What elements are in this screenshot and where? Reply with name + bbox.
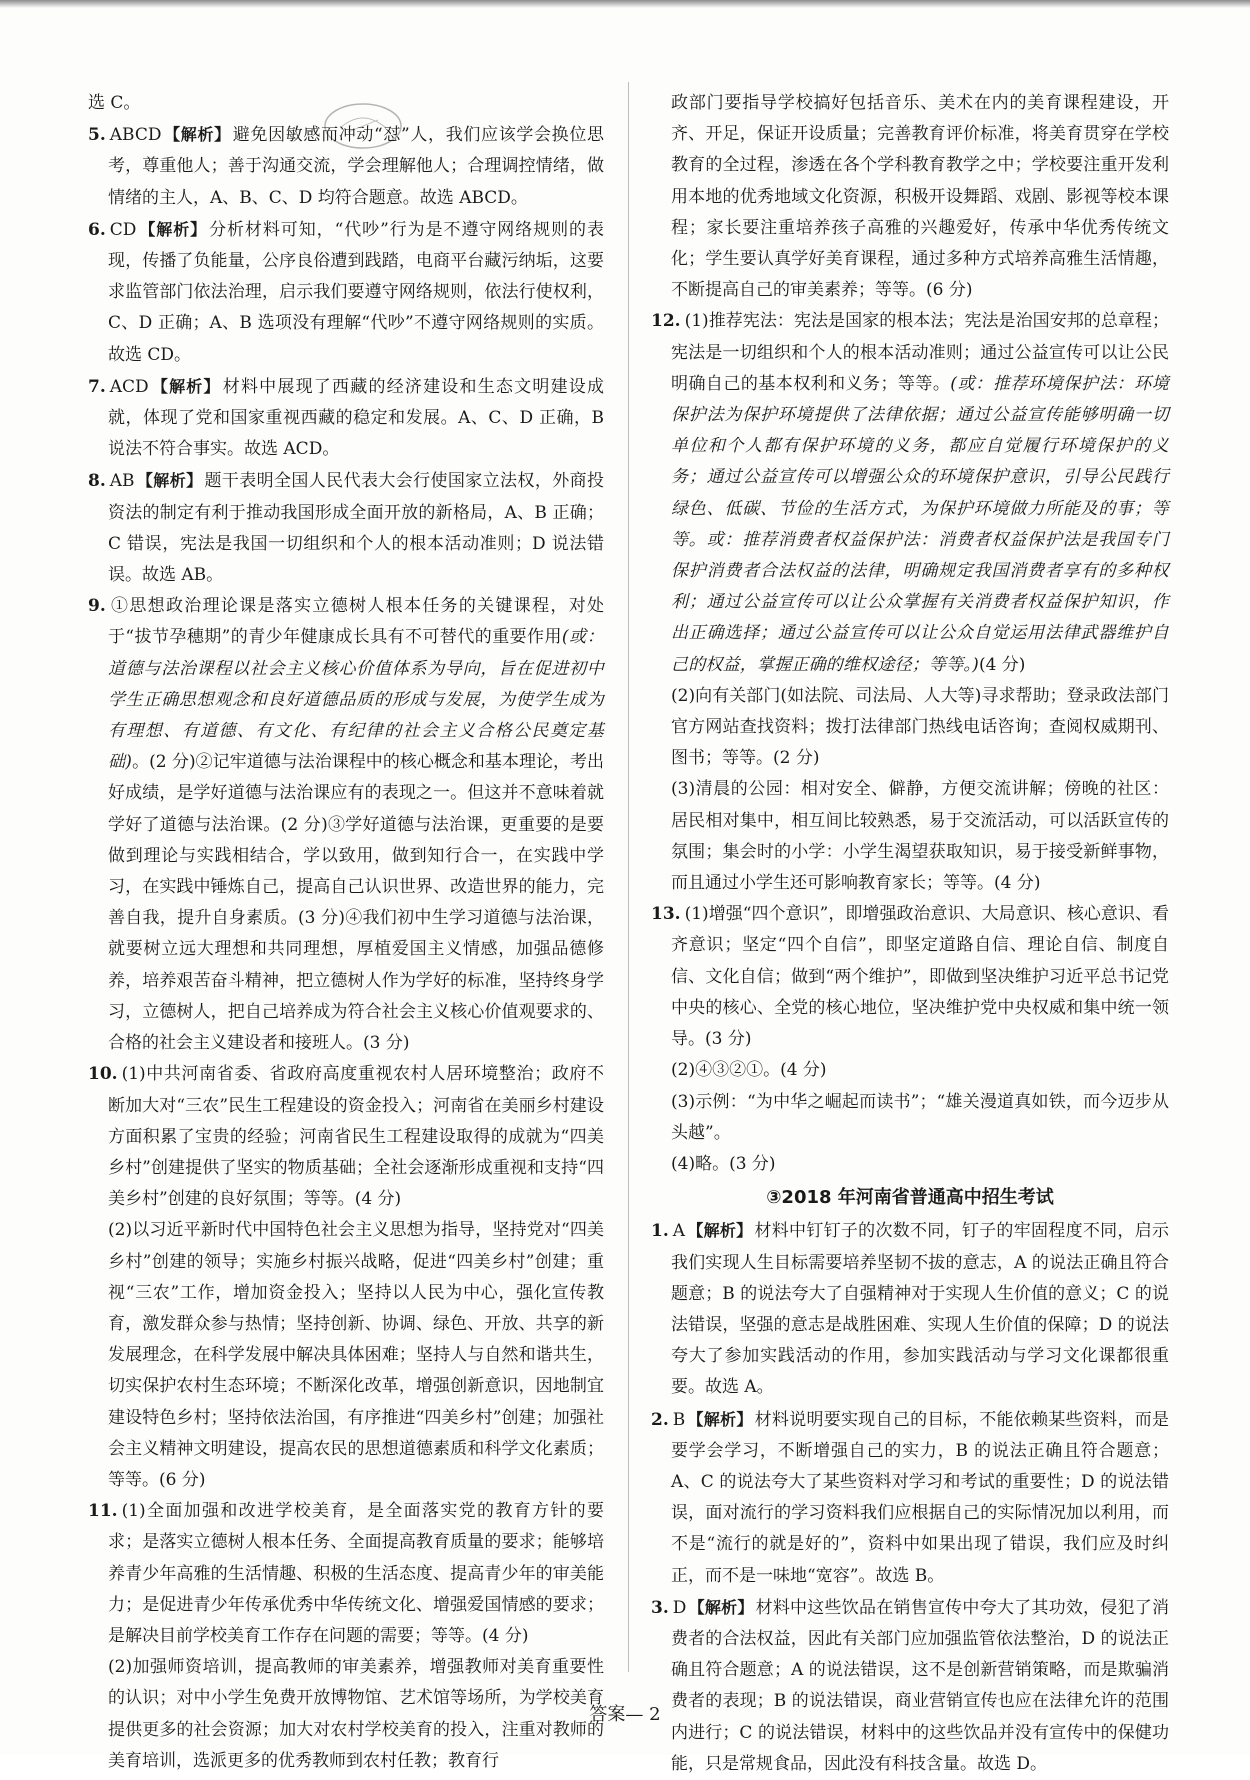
q8-tag: 【解析】	[136, 471, 203, 491]
q6-tag: 【解析】	[138, 219, 208, 239]
q9-point-4: ④我们初中生学习道德与法治课，就要树立远大理想和共同理想，厚植爱国主义情感，加强品德修养，培养艰苦奋斗精神，把立德树人作为学好的标准，坚持终身学习，立德树人，把自己培养成为符合社会主义核心价值观要求的、合格的社会主义建设者和接班人。(3 分)	[108, 908, 605, 1054]
q10-part-1: (1)中共河南省委、省政府高度重视农村人居环境整治；政府不断加大对“三农”民生工程建设的资金投入；河南省在美丽乡村建设方面积累了宝贵的经验；河南省民生工程建设取得的成就为“四美乡村”创建提供了坚实的物质基础；全社会逐渐形成重视和支持“四美乡村”创建的良好氛围；等等。(4 分)	[108, 1064, 604, 1210]
q5-text: 避免因敏感而冲动“怼”人，我们应该学会换位思考，尊重他人；善于沟通交流，学会理解他人；合理调控情绪，做情绪的主人，A、B、C、D 均符合题意。故选 ABCD。	[108, 125, 604, 208]
q12-part-1-alt: (或：推荐环境保护法：环境保护法为保护环境提供了法律依据；通过公益宣传能够明确一切单位和个人都有保护环境的义务，都应自觉履行环境保护的义务；通过公益宣传可以增强公众的环境保护意识，引导公民践行绿色、低碳、节俭的生活方式，为保护环境做力所能及的事；等等。或：推荐消费者权益保护法：消费者权益保护法是我国专门保护消费者合法权益的法律，明确规定我国消费者享有的多种权利；通过公益宣传可以让公众掌握有关消费者权益保护知识，作出正确选择；通过公益宣传可以让公众自觉运用法律武器维护自己的权益，掌握正确的维权途径；等等。)	[671, 373, 1169, 675]
q13-part-2: (2)④③②①。(4 分)	[671, 1060, 827, 1081]
q7-text: 材料中展现了西藏的经济建设和生态文明建设成就，体现了党和国家重视西藏的稳定和发展。A、C、D 正确，B 说法不符合事实。故选 ACD。	[108, 376, 604, 460]
q9-point-3: ③学好道德与法治课，更重要的是要做到理论与实践相结合，学以致用，做到知行合一，在实践中学习，在实践中锤炼自己，提高自己认识世界、改造世界的能力，完善自我，提升自身素质。(3 分)	[108, 814, 605, 929]
s3-tag: 【解析】	[688, 1597, 754, 1617]
q8-number: 8.	[88, 471, 106, 492]
s3-text: 材料中这些饮品在销售宣传中夸大了其功效，侵犯了消费者的合法权益，因此有关部门应加强监管依法整治，D 的说法正确且符合题意；A 的说法错误，这不是创新营销策略，而是欺骗消费者的表现；B 的说法错误，商业营销宣传也应在法律允许的范围内进行；C 的说法错误，材料中的这些饮品并没有宣传中的保健功能，只是常规食品，因此没有科技含量。故选 D。	[671, 1597, 1169, 1774]
q11-answer-part1	[88, 1496, 604, 1652]
s2-number: 2.	[651, 1409, 669, 1430]
q7-choice: ACD	[109, 376, 149, 397]
q12-part-1-score: (4 分)	[978, 654, 1026, 675]
q13-part-1: (1)增强“四个意识”，即增强政治意识、大局意识、核心意识、看齐意识；坚定“四个自信”，即坚定道路自信、理论自信、制度自信、文化自信；做到“两个维护”，即做到坚决维护习近平总书记党中央的核心、全党的核心地位，坚决维护党中央权威和集中统一领导。(3 分)	[671, 904, 1169, 1050]
scan-top-shadow	[0, 0, 1250, 8]
q5-choice: ABCD	[109, 125, 162, 146]
s3-choice: D	[672, 1597, 687, 1618]
q12-answer-part1	[651, 306, 1169, 680]
q5-number: 5.	[88, 125, 106, 146]
q11-part-2: (2)加强师资培训，提高教师的审美素养，增强教师对美育重要性的认识；对中小学生免费开放博物馆、艺术馆等场所，为学校美育提供更多的社会资源；加大对农村学校美育的投入，注重对教师的美育培训，选派更多的优秀教师到农村任教；教育行	[108, 1657, 604, 1771]
q8-text: 题干表明全国人民代表大会行使国家立法权，外商投资法的制定有利于推动我国形成全面开放的新格局，A、B 正确；C 错误，宪法是我国一切组织和个人的根本活动准则；D 说法错误。故选 AB。	[108, 471, 604, 586]
q11-number: 11.	[88, 1501, 118, 1522]
left-column	[88, 88, 604, 1777]
q6-choice: CD	[109, 219, 137, 240]
q9-point-2: ②记牢道德与法治课程中的核心概念和基本理论，考出好成绩，是学好道德与法治课应有的表现之一。但这并不意味着就学好了道德与法治课。(2 分)	[108, 752, 605, 835]
q12-number: 12.	[651, 311, 681, 332]
s2-choice: B	[672, 1409, 686, 1430]
q9-answer	[88, 591, 604, 1059]
page-number: 答案— 2	[589, 1704, 661, 1725]
q9-point-1: ①思想政治理论课是落实立德树人根本任务的关键课程，对处于“拔节孕穗期”的青少年健康成长具有不可替代的重要作用	[108, 596, 604, 648]
s2-tag: 【解析】	[687, 1409, 753, 1429]
q10-answer-part1	[88, 1059, 604, 1215]
q13-answer-part1	[651, 899, 1169, 1055]
s2-text: 材料说明要实现自己的目标，不能依赖某些资料，而是要学会学习，不断增强自己的实力，B 的说法正确且符合题意；A、C 的说法夸大了某些资料对学习和考试的重要性；D 的说法错误，面对流行的学习资料我们应根据自己的实际情况加以利用，而不是“流行的就是好的”，资料中如果出现了错误，我们应及时纠正，而不是一味地“宽容”。故选 B。	[671, 1409, 1169, 1586]
q9-point-1-score: 。(2 分)	[132, 752, 196, 773]
q9-point-1-alt: (或：道德与法治课程以社会主义核心价值体系为导向，旨在促进初中学生正确思想观念和良好道德品质的形成与发展，为使学生成为有理想、有道德、有文化、有纪律的社会主义合格公民奠定基础)	[108, 627, 604, 773]
column-divider	[628, 82, 629, 1672]
q5-answer	[88, 119, 604, 214]
s3-answer	[651, 1592, 1169, 1780]
q6-text: 分析材料可知，“代吵”行为是不遵守网络规则的表现，传播了负能量，公序良俗遭到践踏，电商平台藏污纳垢，这要求监管部门依法治理，启示我们要遵守网络规则，依法行使权利，C、D 正确；A、B 选项没有理解“代吵”不遵守网络规则的实质。故选 CD。	[108, 219, 604, 365]
s3-number: 3.	[651, 1597, 669, 1618]
section-title: ③2018 年河南省普通高中招生考试	[766, 1187, 1054, 1209]
q8-answer	[88, 465, 604, 591]
q6-number: 6.	[88, 219, 106, 240]
q13-number: 13.	[651, 904, 681, 925]
q4-tail: 选 C。	[88, 93, 141, 113]
q9-number: 9.	[88, 596, 106, 617]
s1-answer	[651, 1215, 1169, 1403]
q11-part-1: (1)全面加强和改进学校美育，是全面落实党的教育方针的要求；是落实立德树人根本任务、全面提高教育质量的要求；能够培养青少年高雅的生活情趣、积极的生活态度、提高青少年的审美能力；是促进青少年传承优秀中华传统文化、增强爱国情感的要求；是解决目前学校美育工作存在问题的需要；等等。(4 分)	[108, 1501, 604, 1646]
q12-part-2: (2)向有关部门(如法院、司法局、人大等)寻求帮助；登录政法部门官方网站查找资料；拨打法律部门热线电话咨询；查阅权威期刊、图书；等等。(2 分)	[671, 685, 1169, 769]
q8-choice: AB	[109, 471, 135, 492]
s1-number: 1.	[651, 1221, 669, 1242]
q5-tag: 【解析】	[163, 125, 231, 145]
s1-tag: 【解析】	[687, 1221, 753, 1241]
s1-choice: A	[672, 1221, 686, 1242]
right-column	[651, 88, 1169, 1780]
q13-part-4: (4)略。(3 分)	[671, 1153, 776, 1174]
s1-text: 材料中钉钉子的次数不同，钉子的牢固程度不同，启示我们实现人生目标需要培养坚韧不拔的意志，A 的说法正确且符合题意；B 的说法夸大了自强精神对于实现人生价值的意义；C 的说法错误，坚强的意志是战胜困难、实现人生价值的保障；D 的说法夸大了参加实践活动的作用，参加实践活动与学习文化课都很重要。故选 A。	[671, 1221, 1169, 1398]
q12-part-1: (1)推荐宪法：宪法是国家的根本法；宪法是治国安邦的总章程；宪法是一切组织和个人的根本活动准则；通过公益宣传可以让公民明确自己的基本权利和义务；等等。	[671, 311, 1169, 394]
q7-tag: 【解析】	[150, 376, 221, 396]
q10-number: 10.	[88, 1064, 118, 1085]
q11-continued: 政部门要指导学校搞好包括音乐、美术在内的美育课程建设，开齐、开足，保证开设质量；完善教育评价标准，将美育贯穿在学校教育的全过程，渗透在各个学科教育教学之中；学校要注重开发利用本地的优秀地域文化资源，积极开设舞蹈、戏剧、影视等校本课程；家长要注重培养孩子高雅的兴趣爱好，传承中华优秀传统文化；学生要认真学好美育课程，通过多种方式培养高雅生活情趣，不断提高自己的审美素养；等等。(6 分)	[671, 93, 1169, 301]
q10-part-2: (2)以习近平新时代中国特色社会主义思想为指导，坚持党对“四美乡村”创建的领导；实施乡村振兴战略，促进“四美乡村”创建；重视“三农”工作，增加资金投入；坚持以人民为中心，强化宣传教育，激发群众参与热情；坚持创新、协调、绿色、开放、共享的新发展理念，在科学发展中解决具体困难；坚持人与自然和谐共生，切实保护农村生态环境；不断深化改革，增强创新意识，因地制宜建设特色乡村；坚持依法治国，有序推进“四美乡村”创建；加强社会主义精神文明建设，提高农民的思想道德素质和科学文化素质；等等。(6 分)	[108, 1220, 604, 1490]
q7-answer	[88, 371, 604, 466]
q12-part-3: (3)清晨的公园：相对安全、僻静，方便交流讲解；傍晚的社区：居民相对集中，相互间比较熟悉，易于交流活动，可以活跃宣传的氛围；集会时的小学：小学生渴望获取知识，易于接受新鲜事物，而且通过小学生还可影响教育家长；等等。(4 分)	[671, 779, 1169, 894]
q6-answer	[88, 214, 604, 371]
s2-answer	[651, 1404, 1169, 1592]
q13-part-3: (3)示例：“为中华之崛起而读书”；“雄关漫道真如铁，而今迈步从头越”。	[671, 1091, 1169, 1143]
q7-number: 7.	[88, 376, 106, 397]
